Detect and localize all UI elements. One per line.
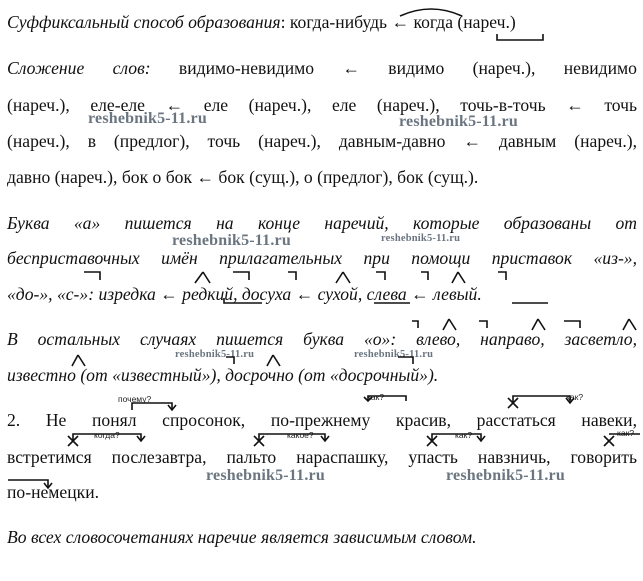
suffix-method-example: : когда-нибудь ← когда (нареч.)	[280, 12, 516, 32]
prefix-mark	[226, 357, 234, 364]
suffix-caret-mark	[336, 272, 343, 283]
question-label: когда?	[94, 430, 120, 440]
prefix-mark	[564, 321, 580, 328]
prefix-mark	[479, 321, 487, 328]
line-4-text: (нареч.), в (предлог), точь (нареч.), давным-давно ← давным (нареч.),	[7, 131, 637, 151]
dependency-arrow	[259, 434, 325, 441]
suffix-method-label: Суффиксальный способ образования	[7, 12, 281, 32]
suffix-caret-mark	[452, 272, 458, 283]
suffix-caret-mark	[267, 355, 273, 366]
prefix-mark	[421, 272, 428, 280]
suffix-caret-mark	[72, 355, 78, 366]
line-13-text: по-немецки.	[7, 482, 100, 502]
prefix-mark	[376, 272, 385, 280]
composition-example: видимо-невидимо ← видимо (нареч.), невидимо	[150, 58, 637, 78]
suffix-caret-mark	[623, 319, 629, 330]
watermark: reshebnik5-11.ru	[354, 349, 434, 360]
question-label: как?	[455, 430, 473, 440]
dependency-arrow	[8, 480, 48, 487]
dependency-arrow	[432, 434, 481, 441]
question-label: как?	[617, 428, 635, 438]
prefix-mark	[398, 357, 413, 364]
line-5-text: давно (нареч.), бок о бок ← бок (сущ.), о (предлог), бок (сущ.).	[7, 167, 479, 187]
prefix-mark	[233, 272, 249, 280]
line-7-text: бесприставочных имён прилагательных при помощи приставок «из-»,	[7, 248, 637, 268]
watermark: reshebnik5-11.ru	[446, 467, 565, 484]
prefix-mark	[288, 272, 296, 280]
suffix-caret-mark	[195, 272, 203, 283]
line-10-text: известно (от «известный»), досрочно (от «досрочный»).	[7, 365, 439, 385]
suffix-arc-mark	[400, 9, 462, 16]
watermark: reshebnik5-11.ru	[88, 110, 207, 127]
task-2-text: 2. Не понял спросонок, по-прежнему красив, расстаться навеки,	[7, 410, 637, 430]
root-underline-mark	[224, 298, 262, 303]
suffix-caret-mark	[532, 319, 538, 330]
prefix-mark	[498, 272, 506, 280]
question-label: как?	[566, 392, 584, 402]
line-3-text: (нареч.), еле-еле ← еле (нареч.), еле (нареч.), точь-в-точь ← точь	[7, 95, 637, 115]
watermark: reshebnik5-11.ru	[175, 349, 255, 360]
line-12-text: встретимся послезавтра, пальто нараспашку, упасть навзничь, говорить	[7, 447, 637, 467]
line-8-text: «до-», «с-»: изредка ← редкий, досуха ← сухой, слева ← левый.	[7, 284, 482, 304]
watermark: reshebnik5-11.ru	[172, 232, 291, 249]
watermark: reshebnik5-11.ru	[399, 113, 518, 130]
rule-o-text: В остальных случаях пишется буква «о»: влево, направо, засветло,	[7, 329, 637, 349]
dependency-arrow	[73, 434, 141, 441]
suffix-caret-mark	[443, 319, 449, 330]
conclusion-text: Во всех словосочетаниях наречие является зависимым словом.	[7, 527, 477, 547]
prefix-mark	[412, 321, 418, 328]
prefix-mark	[84, 272, 100, 280]
dependency-arrow	[132, 403, 172, 410]
root-bracket-mark	[497, 34, 543, 40]
question-label: как?	[367, 392, 385, 402]
question-label: какое?	[287, 430, 314, 440]
dependency-arrow	[513, 396, 570, 403]
rule-a-text: Буква «а» пишется на конце наречий, которые образованы от	[7, 213, 637, 233]
watermark: reshebnik5-11.ru	[206, 467, 325, 484]
composition-label: Сложение слов:	[7, 58, 151, 78]
question-label: почему?	[118, 394, 152, 404]
watermark: reshebnik5-11.ru	[381, 233, 461, 244]
